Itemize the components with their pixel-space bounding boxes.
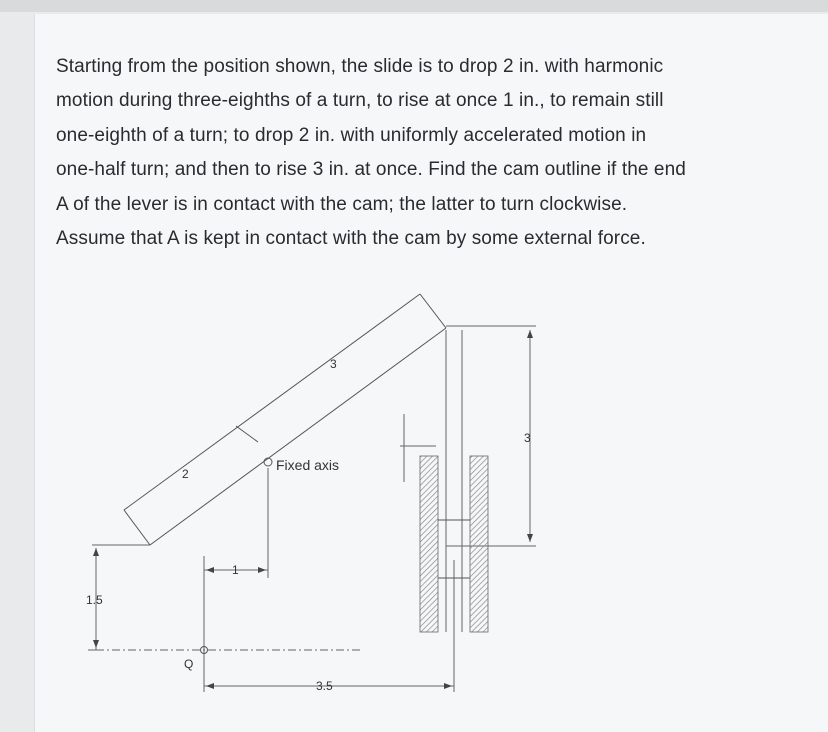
label-base-distance: 3.5 [316,679,333,693]
label-slide-travel: 3 [524,431,531,445]
label-upper-arm: 3 [330,357,337,371]
fixed-axis-pivot [264,458,272,466]
dimension-lines [88,326,536,692]
problem-line-3: one-eighth of a turn; to drop 2 in. with uniformly accelerated motion in [56,124,647,146]
problem-line-1: Starting from the position shown, the slide is to drop 2 in. with harmonic [56,56,664,77]
lever-end-cap-left [124,510,150,545]
slide-guide-left [420,456,438,632]
lever-edge-lower [150,328,446,545]
problem-line-6: Assume that A is kept in contact with the cam by some external force. [56,228,646,250]
lever-end-cap-right [420,294,446,328]
lever-edge-upper [124,294,420,510]
label-fixed-axis: Fixed axis [276,457,340,473]
slide-guide-right [470,456,488,632]
problem-line-2: motion during three-eighths of a turn, to rise at once 1 in., to remain still [56,90,664,112]
label-offset-horizontal: 1 [232,563,239,577]
label-offset-vertical: 1.5 [86,593,103,607]
lever-divider-tick [236,426,258,442]
arrowheads [93,330,533,689]
label-cam-center: Q [184,657,194,671]
problem-line-4: one-half turn; and then to rise 3 in. at once. Find the cam outline if the end [56,159,686,181]
lever [124,294,446,545]
label-lower-arm: 2 [182,467,189,481]
problem-line-5: A of the lever is in contact with the cam; the latter to turn clockwise. [56,193,628,215]
